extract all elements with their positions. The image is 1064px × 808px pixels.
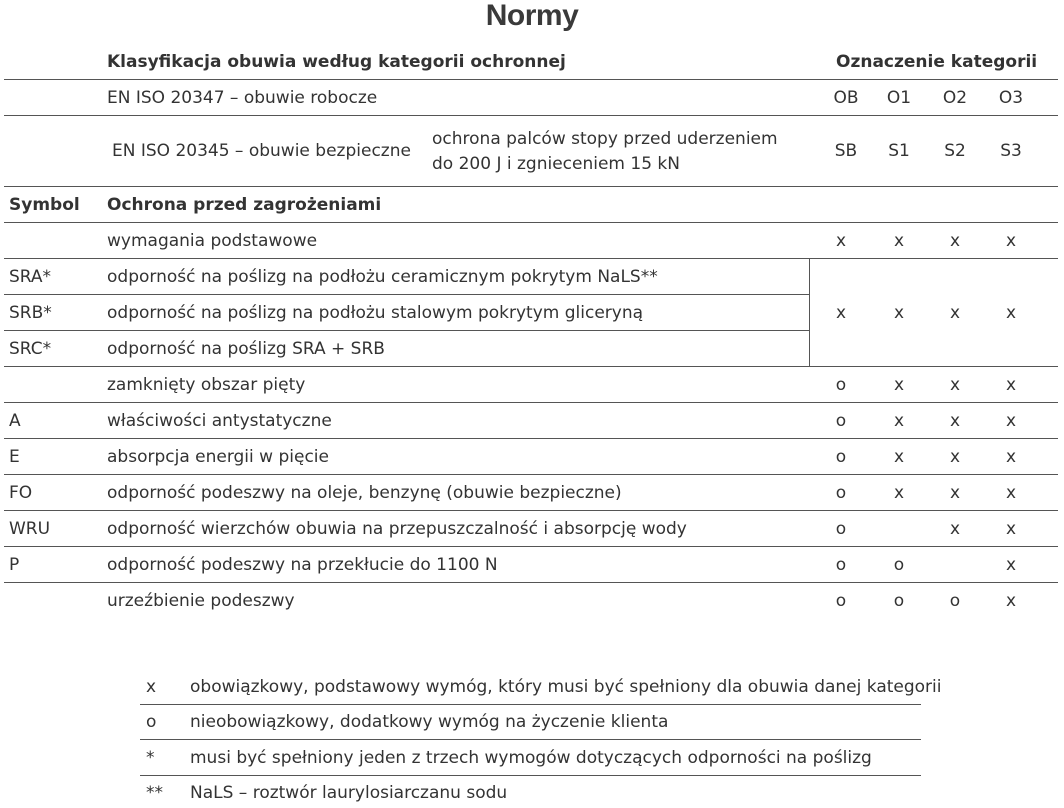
legend-key: * <box>146 748 155 768</box>
legend-divider <box>140 739 921 740</box>
legend-key: ** <box>146 783 163 803</box>
legend-text: NaLS – roztwór laurylosiarczanu sodu <box>190 783 508 803</box>
row-text: odporność podeszwy na oleje, benzynę (obuwie bezpieczne) <box>107 483 622 503</box>
divider <box>4 330 810 331</box>
requirement-mark: o <box>893 591 905 611</box>
divider <box>4 186 1058 187</box>
row-text: odporność na poślizg na podłożu ceramicznym pokrytym NaLS** <box>107 267 658 287</box>
requirement-mark: o <box>949 591 961 611</box>
row-text: właściwości antystatyczne <box>107 411 332 431</box>
divider <box>4 294 810 295</box>
row-symbol: SRB* <box>9 303 52 323</box>
row-symbol: E <box>9 447 20 467</box>
legend-text: musi być spełniony jeden z trzech wymogów dotyczących odporności na poślizg <box>190 748 872 768</box>
divider <box>4 510 1058 511</box>
requirement-mark: x <box>1005 447 1017 467</box>
row-symbol: SRA* <box>9 267 52 287</box>
requirement-mark: x <box>1005 555 1017 575</box>
requirement-mark: x <box>893 231 905 251</box>
row-text: odporność wierzchów obuwia na przepuszczalność i absorpcję wody <box>107 519 687 539</box>
category-code: OB <box>833 88 859 108</box>
category-code: O1 <box>886 88 912 108</box>
requirement-mark: x <box>835 303 847 323</box>
requirement-mark: x <box>893 375 905 395</box>
symbol-heading: Symbol <box>9 195 80 215</box>
divider <box>4 474 1058 475</box>
requirement-mark: o <box>835 555 847 575</box>
divider <box>4 258 1058 259</box>
category-code: S2 <box>944 141 966 161</box>
category-code: SB <box>834 141 858 161</box>
legend-key: o <box>146 712 157 732</box>
divider <box>4 115 1058 116</box>
requirement-mark: x <box>1005 483 1017 503</box>
requirement-mark: x <box>893 447 905 467</box>
requirement-mark: o <box>835 519 847 539</box>
requirement-mark: x <box>1005 411 1017 431</box>
row-text: odporność podeszwy na przekłucie do 1100 N <box>107 555 498 575</box>
requirement-mark: o <box>835 591 847 611</box>
page-title: Normy <box>485 0 579 32</box>
requirement-mark: x <box>949 519 961 539</box>
requirement-mark: x <box>893 411 905 431</box>
divider <box>4 582 1058 583</box>
legend-text: nieobowiązkowy, dodatkowy wymóg na życzenie klienta <box>190 712 669 732</box>
row-text: urzeźbienie podeszwy <box>107 591 295 611</box>
divider <box>4 366 1058 367</box>
divider <box>4 79 1058 80</box>
requirement-mark: x <box>949 375 961 395</box>
requirement-mark: x <box>1005 231 1017 251</box>
divider <box>4 222 1058 223</box>
row-text: odporność na poślizg na podłożu stalowym pokrytym gliceryną <box>107 303 644 323</box>
protection-heading: Ochrona przed zagrożeniami <box>107 195 382 215</box>
row-text: wymagania podstawowe <box>107 231 318 251</box>
standard-name: EN ISO 20345 – obuwie bezpieczne <box>112 141 411 161</box>
category-code: O2 <box>942 88 968 108</box>
requirement-mark: o <box>835 483 847 503</box>
row-text: zamknięty obszar pięty <box>107 375 306 395</box>
category-code: O3 <box>998 88 1024 108</box>
legend-divider <box>140 704 921 705</box>
requirement-mark: x <box>893 303 905 323</box>
row-symbol: SRC* <box>9 339 52 359</box>
requirement-mark: x <box>949 411 961 431</box>
row-text: odporność na poślizg SRA + SRB <box>107 339 385 359</box>
requirement-mark: x <box>1005 519 1017 539</box>
merged-cell-border <box>809 258 810 366</box>
standard-name: EN ISO 20347 – obuwie robocze <box>107 88 378 108</box>
requirement-mark: o <box>835 447 847 467</box>
requirement-mark: x <box>949 231 961 251</box>
row-symbol: FO <box>9 483 33 503</box>
row-symbol: P <box>9 555 20 575</box>
classification-heading: Klasyfikacja obuwia według kategorii ochronnej <box>107 52 566 72</box>
legend-divider <box>140 775 921 776</box>
category-code: S1 <box>888 141 910 161</box>
row-symbol: A <box>9 411 21 431</box>
standard-description: ochrona palców stopy przed uderzeniem <box>432 129 778 149</box>
requirement-mark: o <box>835 375 847 395</box>
row-text: absorpcja energii w pięcie <box>107 447 329 467</box>
legend-key: x <box>146 677 157 697</box>
category-heading: Oznaczenie kategorii <box>836 52 1038 72</box>
divider <box>4 402 1058 403</box>
divider <box>4 438 1058 439</box>
requirement-mark: x <box>949 483 961 503</box>
requirement-mark: x <box>1005 303 1017 323</box>
divider <box>4 546 1058 547</box>
requirement-mark: x <box>949 447 961 467</box>
requirement-mark: o <box>893 555 905 575</box>
requirement-mark: x <box>1005 375 1017 395</box>
category-code: S3 <box>1000 141 1022 161</box>
requirement-mark: x <box>949 303 961 323</box>
requirement-mark: x <box>835 231 847 251</box>
requirement-mark: o <box>835 411 847 431</box>
requirement-mark: x <box>1005 591 1017 611</box>
row-symbol: WRU <box>9 519 51 539</box>
requirement-mark: x <box>893 483 905 503</box>
legend-text: obowiązkowy, podstawowy wymóg, który musi być spełniony dla obuwia danej kategorii <box>190 677 942 697</box>
standard-description: do 200 J i zgnieceniem 15 kN <box>432 154 680 174</box>
